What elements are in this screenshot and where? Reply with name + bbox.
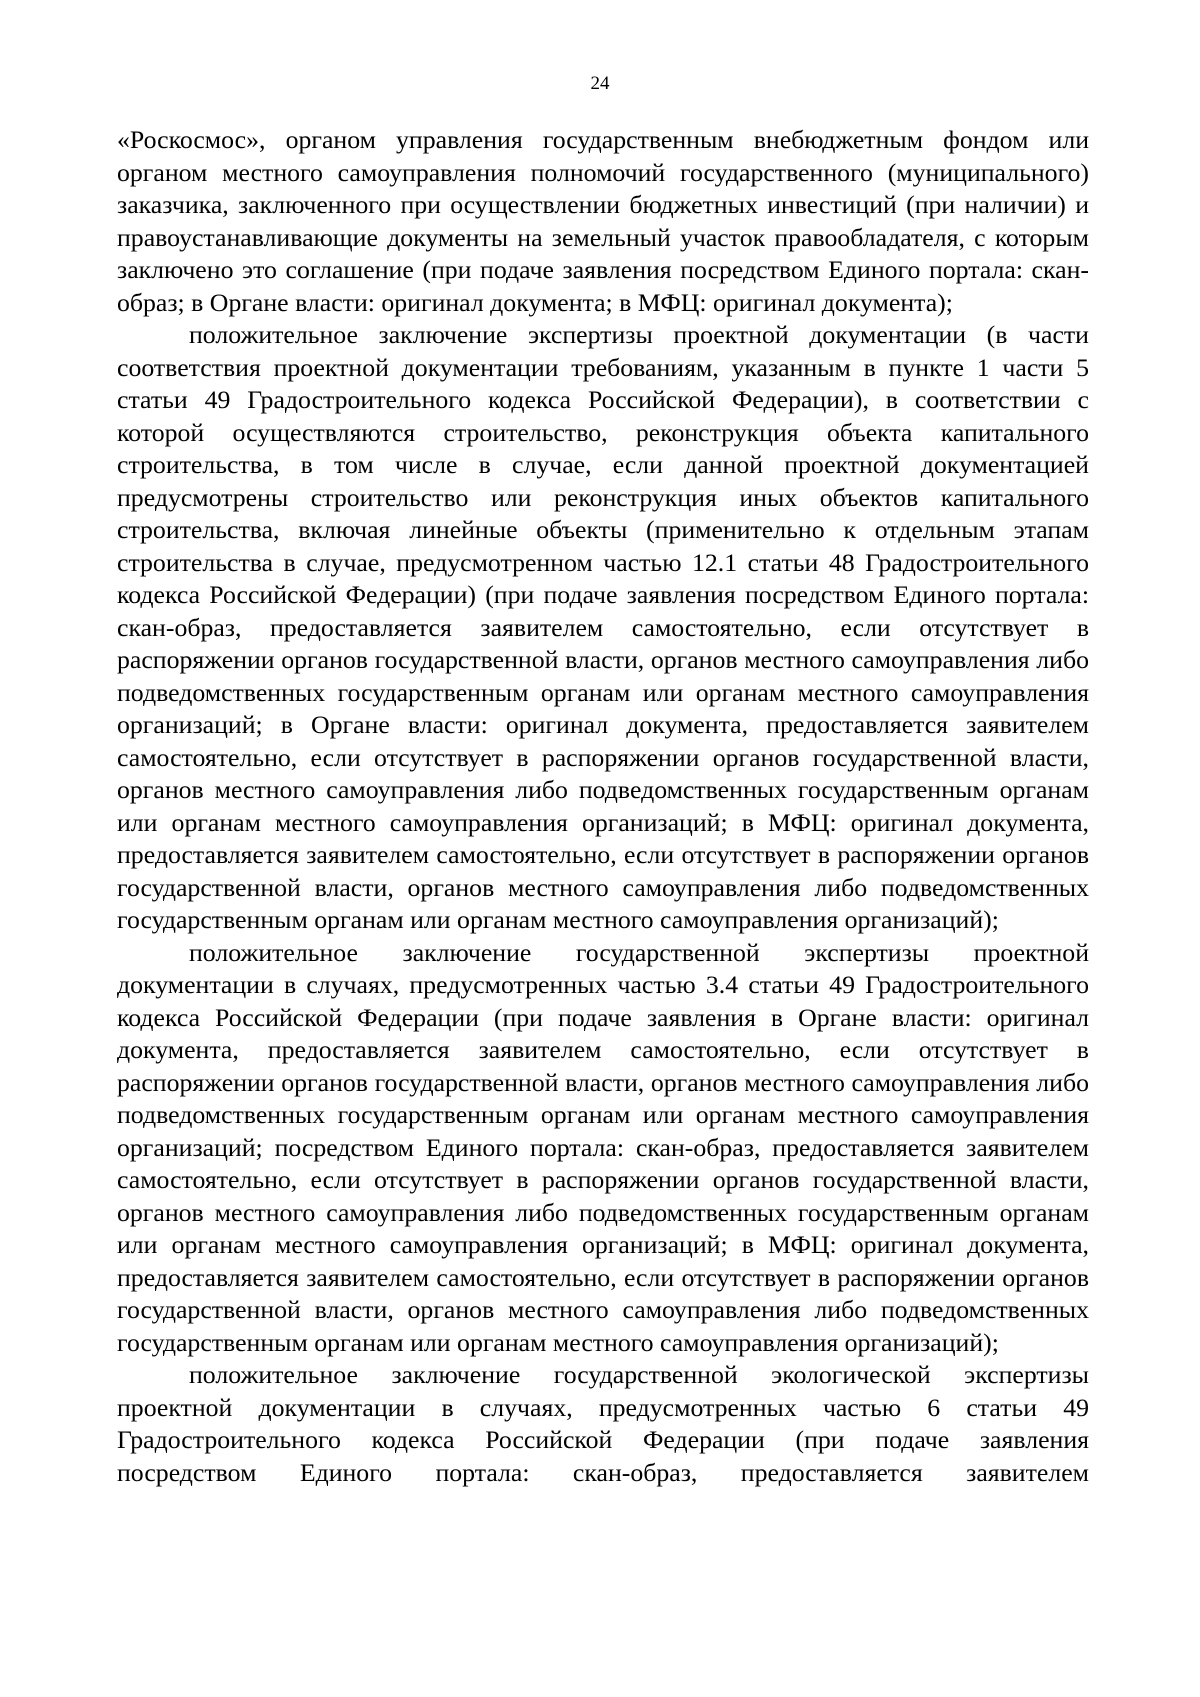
paragraph-state-expertise: положительное заключение государственной экспертизы проектной документации в случаях, предусмотренных частью 3.4 статьи 49 Градостроительного кодекса Российской Федерации (при подаче заявления в Органе власти: оригинал документа, предоставляется заявителем самостоятельно, если отсутствует в распоряжении органов государственной власти, органов местного самоуправления либо подведомственных государственным органам или органам местного самоуправления организаций; посредством Единого портала: скан-образ, предоставляется заявителем самостоятельно, если отсутствует в распоряжении органов государственной власти, органов местного самоуправления либо подведомственных государственным органам или органам местного самоуправления организаций; в МФЦ: оригинал документа, предоставляется заявителем самостоятельно, если отсутствует в распоряжении органов государственной власти, органов местного самоуправления либо подведомственных государственным органам или органам местного самоуправления организаций);	[117, 937, 1089, 1357]
paragraph-project-expertise: положительное заключение экспертизы проектной документации (в части соответствия проектной документации требованиям, указанным в пункте 1 части 5 статьи 49 Градостроительного кодекса Российской Федерации), в соответствии с которой осуществляются строительство, реконструкция объекта капитального строительства, в том числе в случае, если данной проектной документацией предусмотрены строительство или реконструкция иных объектов капитального строительства, включая линейные объекты (применительно к отдельным этапам строительства в случае, предусмотренном частью 12.1 статьи 48 Градостроительного кодекса Российской Федерации) (при подаче заявления посредством Единого портала: скан-образ, предоставляется заявителем самостоятельно, если отсутствует в распоряжении органов государственной власти, органов местного самоуправления либо подведомственных государственным органам или органам местного самоуправления организаций; в Органе власти: оригинал документа, предоставляется заявителем самостоятельно, если отсутствует в распоряжении органов государственной власти, органов местного самоуправления либо подведомственных государственным органам или органам местного самоуправления организаций; в МФЦ: оригинал документа, предоставляется заявителем самостоятельно, если отсутствует в распоряжении органов государственной власти, органов местного самоуправления либо подведомственных государственным органам или органам местного самоуправления организаций);	[117, 320, 1089, 934]
paragraph-continuation: «Роскосмос», органом управления государственным внебюджетным фондом или органом местного самоуправления полномочий государственного (муниципального) заказчика, заключенного при осуществлении бюджетных инвестиций (при наличии) и правоустанавливающие документы на земельный участок правообладателя, с которым заключено это соглашение (при подаче заявления посредством Единого портала: скан-образ; в Органе власти: оригинал документа; в МФЦ: оригинал документа);	[117, 125, 1089, 317]
page-number: 24	[590, 73, 610, 94]
paragraph-ecological-expertise: положительное заключение государственной экологической экспертизы проектной документации в случаях, предусмотренных частью 6 статьи 49 Градостроительного кодекса Российской Федерации (при подаче заявления посредством Единого портала: скан-образ, предоставляется заявителем	[117, 1360, 1089, 1487]
document-body	[117, 124, 1089, 1489]
